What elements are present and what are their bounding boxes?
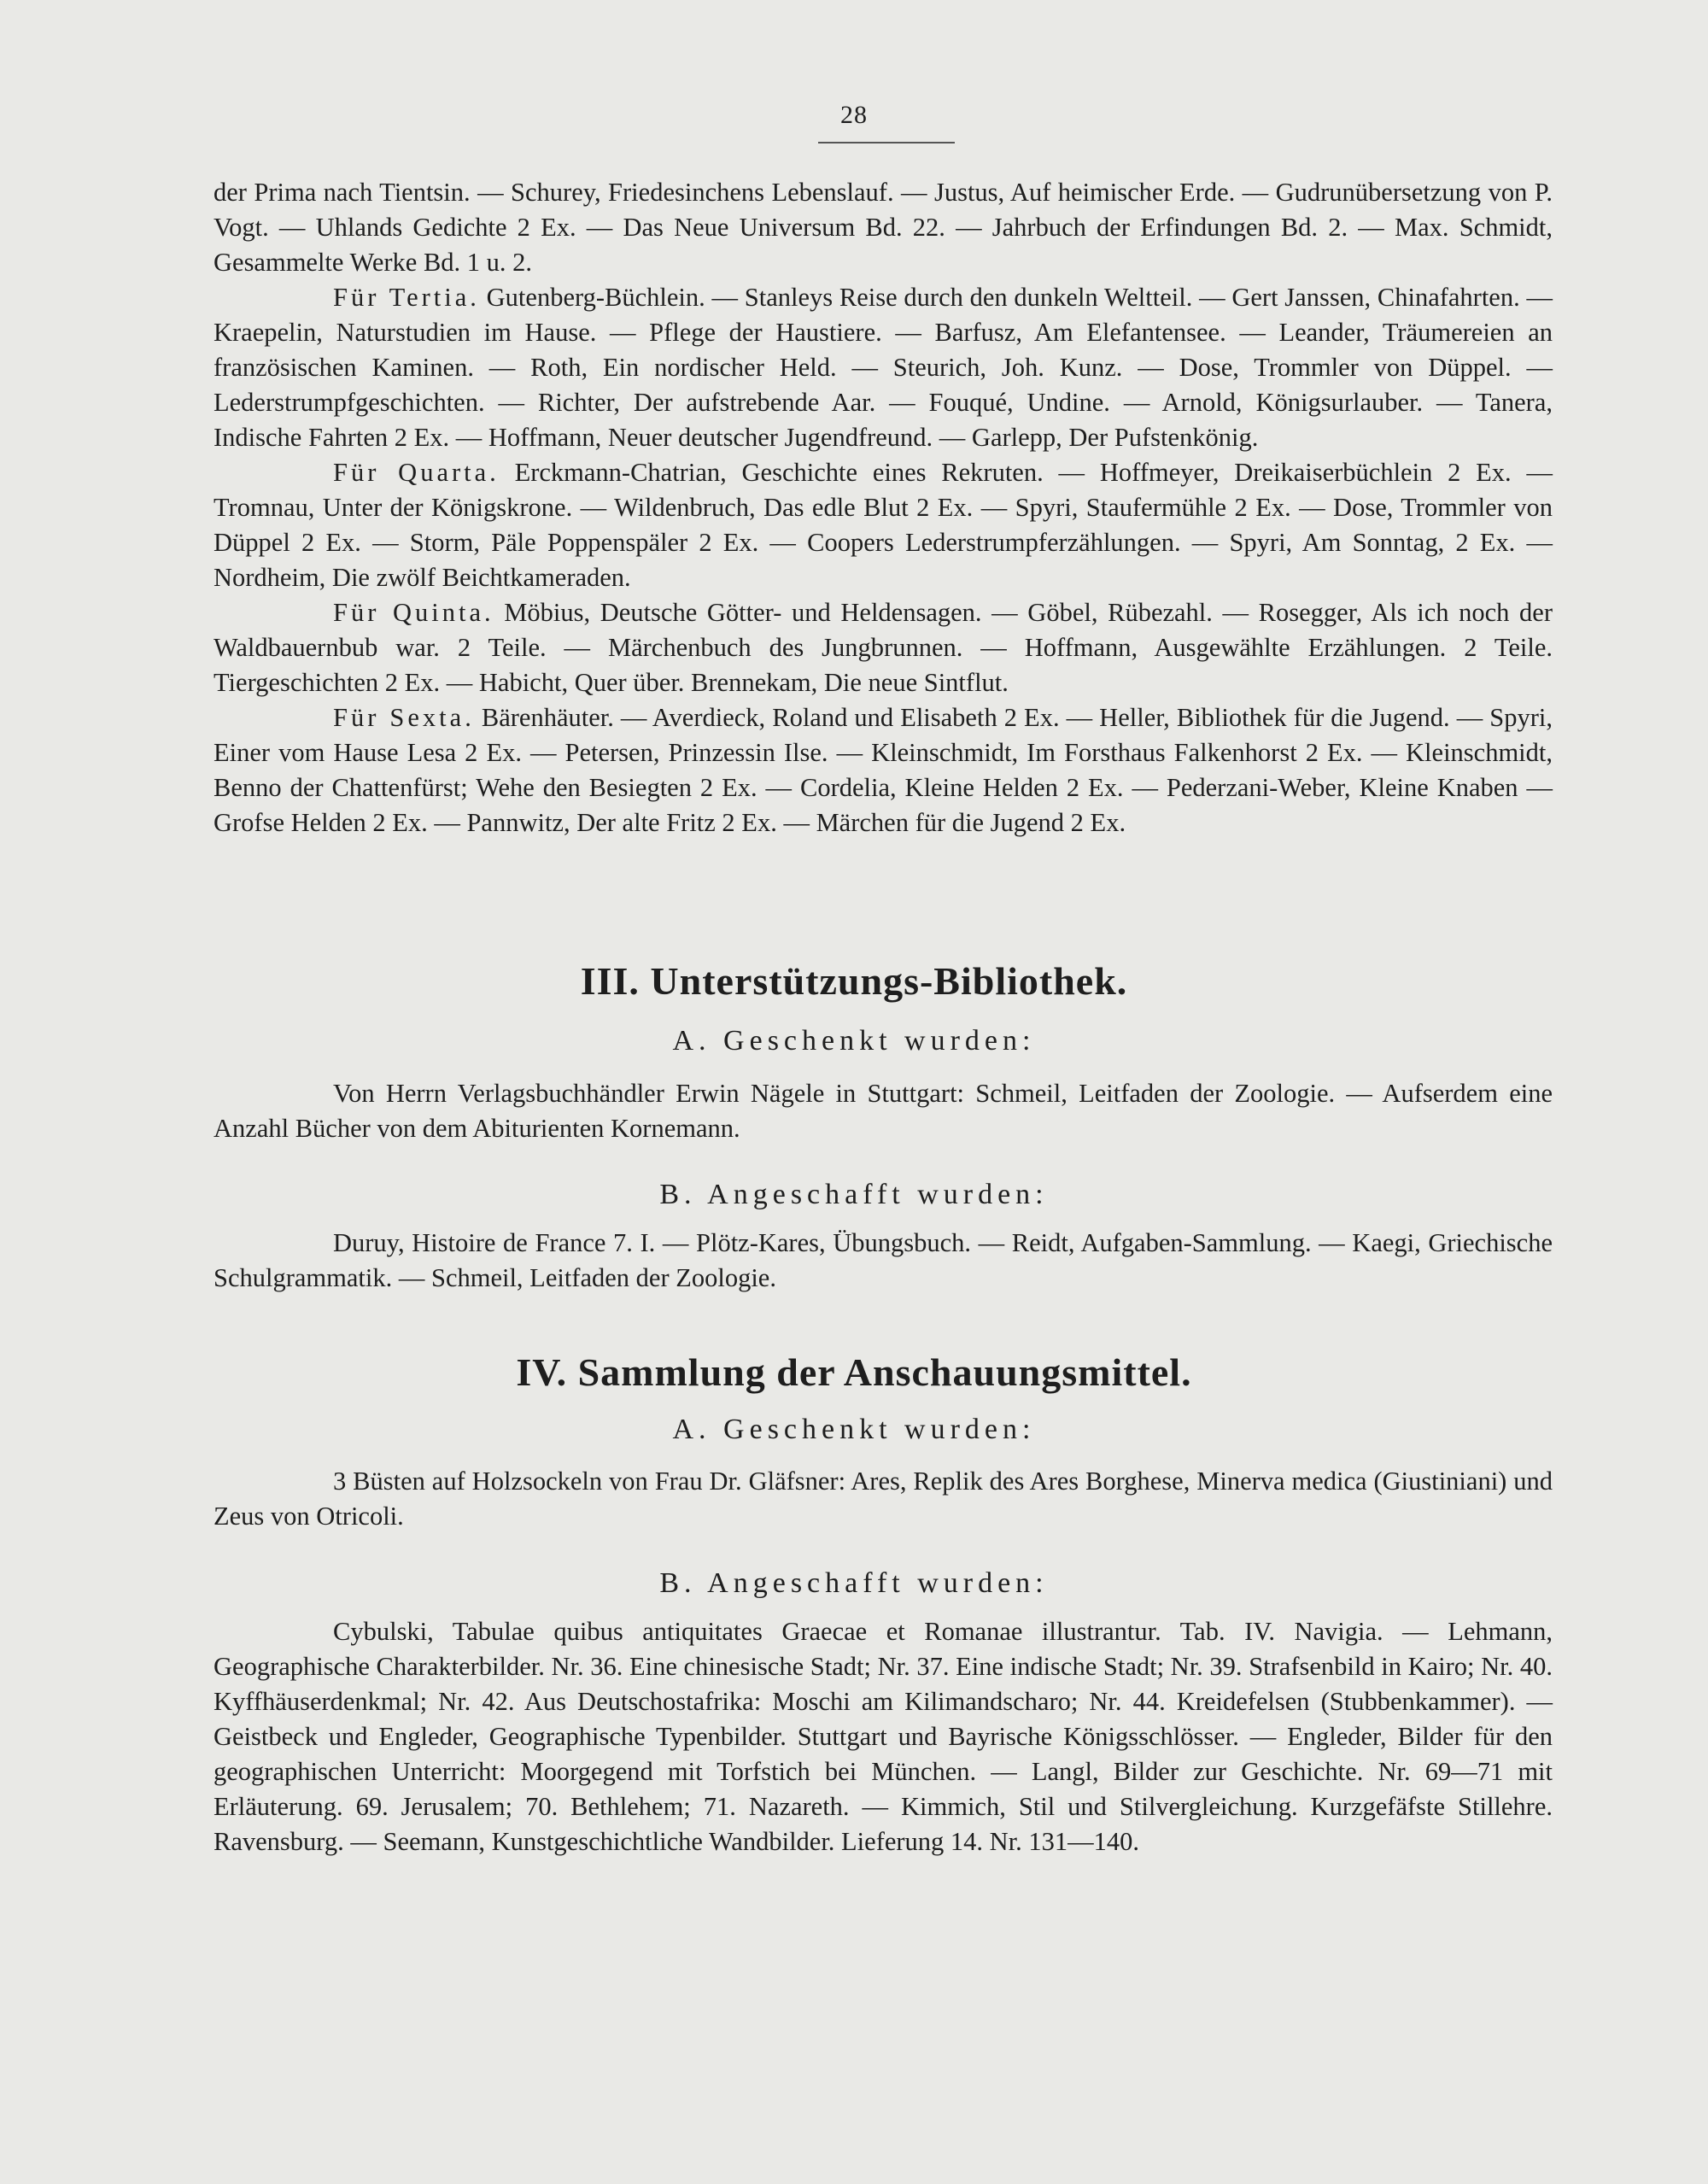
- section-3-a-text-block: [214, 1076, 1553, 1146]
- library-acquisitions-text: [214, 175, 1553, 840]
- section-3-a-text: Von Herrn Verlagsbuchhändler Erwin Nägele in Stuttgart: Schmeil, Leitfaden der Zoologie. — Aufserdem eine Anzahl Bücher von dem Abiturienten Kornemann.: [214, 1079, 1553, 1143]
- section-3-b-text-block: [214, 1226, 1553, 1296]
- section-4-b-text-block: [214, 1614, 1553, 1859]
- section-3-b-text: Duruy, Histoire de France 7. I. — Plötz-Kares, Übungsbuch. — Reidt, Aufgaben-Sammlung. — Kaegi, Griechische Schulgrammatik. — Schmeil, Leitfaden der Zoologie.: [214, 1228, 1553, 1292]
- section-4-a-heading: A. Geschenkt wurden:: [672, 1414, 1036, 1445]
- page-number-rule: [818, 142, 955, 143]
- section-4-b-text: Cybulski, Tabulae quibus antiquitates Graecae et Romanae illustrantur. Tab. IV. Navigia. — Lehmann, Geographische Charakterbilder. Nr. 36. Eine chinesische Stadt; Nr. 37. Eine indische Stadt; Nr. 39. Strafsenbild in Kairo; Nr. 40. Kyffhäuserdenkmal; Nr. 42. Aus Deutschostafrika: Moschi am Kilimandscharo; Nr. 44. Kreidefelsen (Stubbenkammer). — Geistbeck und Engleder, Geographische Typenbilder. Stuttgart und Bayrische Königsschlösser. — Engleder, Bilder für den geographischen Unterricht: Moorgegend mit Torfstich bei München. — Langl, Bilder zur Geschichte. Nr. 69—71 mit Erläuterung. 69. Jerusalem; 70. Bethlehem; 71. Nazareth. — Kimmich, Stil und Stilvergleichung. Kurzgefäfste Stillehre. Ravensburg. — Seemann, Kunstgeschichtliche Wandbilder. Lieferung 14. Nr. 131—140.: [214, 1617, 1553, 1856]
- section-4-heading: IV. Sammlung der Anschauungsmittel.: [516, 1350, 1192, 1394]
- quarta-text: Erckmann-Chatrian, Geschichte eines Rekruten. — Hoffmeyer, Dreikaiserbüchlein 2 Ex. — Tromnau, Unter der Königskrone. — Wildenbruch, Das edle Blut 2 Ex. — Spyri, Staufermühle 2 Ex. — Dose, Trommler von Düppel 2 Ex. — Storm, Päle Poppenspäler 2 Ex. — Coopers Lederstrumpferzählungen. — Spyri, Am Sonntag, 2 Ex. — Nordheim, Die zwölf Beichtkameraden.: [214, 458, 1553, 592]
- section-4-b-heading: B. Angeschafft wurden:: [659, 1567, 1049, 1599]
- section-3-a-heading: A. Geschenkt wurden:: [672, 1025, 1036, 1057]
- section-3-b-heading: B. Angeschafft wurden:: [659, 1179, 1049, 1210]
- tertia-label: Für Tertia.: [333, 283, 480, 312]
- quinta-text: Möbius, Deutsche Götter- und Heldensagen. — Göbel, Rübezahl. — Rosegger, Als ich noch der Waldbauernbub war. 2 Teile. — Märchenbuch des Jungbrunnen. — Hoffmann, Ausgewählte Erzählungen. 2 Teile. Tiergeschichten 2 Ex. — Habicht, Quer über. Brennekam, Die neue Sintflut.: [214, 598, 1553, 697]
- section-4-a-text: 3 Büsten auf Holzsockeln von Frau Dr. Gläfsner: Ares, Replik des Ares Borghese, Minerva medica (Giustiniani) und Zeus von Otricoli.: [214, 1467, 1553, 1531]
- page-number: 28: [840, 101, 868, 129]
- section-4-a-text-block: [214, 1464, 1553, 1534]
- quinta-paragraph: [214, 595, 1553, 700]
- sexta-label: Für Sexta.: [333, 703, 475, 732]
- quarta-paragraph: [214, 455, 1553, 595]
- tertia-paragraph: [214, 280, 1553, 455]
- sexta-paragraph: [214, 700, 1553, 840]
- quarta-label: Für Quarta.: [333, 458, 500, 487]
- prima-paragraph: der Prima nach Tientsin. — Schurey, Friedesinchens Lebenslauf. — Justus, Auf heimischer Erde. — Gudrunübersetzung von P. Vogt. — Uhlands Gedichte 2 Ex. — Das Neue Universum Bd. 22. — Jahrbuch der Erfindungen Bd. 2. — Max. Schmidt, Gesammelte Werke Bd. 1 u. 2.: [214, 178, 1553, 277]
- section-3-heading: III. Unterstützungs-Bibliothek.: [580, 959, 1128, 1003]
- sexta-text: Bärenhäuter. — Averdieck, Roland und Elisabeth 2 Ex. — Heller, Bibliothek für die Jugend. — Spyri, Einer vom Hause Lesa 2 Ex. — Petersen, Prinzessin Ilse. — Kleinschmidt, Im Forsthaus Falkenhorst 2 Ex. — Kleinschmidt, Benno der Chattenfürst; Wehe den Besiegten 2 Ex. — Cordelia, Kleine Helden 2 Ex. — Pederzani-Weber, Kleine Knaben — Grofse Helden 2 Ex. — Pannwitz, Der alte Fritz 2 Ex. — Märchen für die Jugend 2 Ex.: [214, 703, 1553, 837]
- quinta-label: Für Quinta.: [333, 598, 494, 627]
- tertia-text: Gutenberg-Büchlein. — Stanleys Reise durch den dunkeln Weltteil. — Gert Janssen, Chinafahrten. — Kraepelin, Naturstudien im Hause. — Pflege der Haustiere. — Barfusz, Am Elefantensee. — Leander, Träumereien an französischen Kaminen. — Roth, Ein nordischer Held. — Steurich, Joh. Kunz. — Dose, Trommler von Düppel. — Lederstrumpfgeschichten. — Richter, Der aufstrebende Aar. — Fouqué, Undine. — Arnold, Königsurlauber. — Tanera, Indische Fahrten 2 Ex. — Hoffmann, Neuer deutscher Jugendfreund. — Garlepp, Der Pufstenkönig.: [214, 283, 1553, 452]
